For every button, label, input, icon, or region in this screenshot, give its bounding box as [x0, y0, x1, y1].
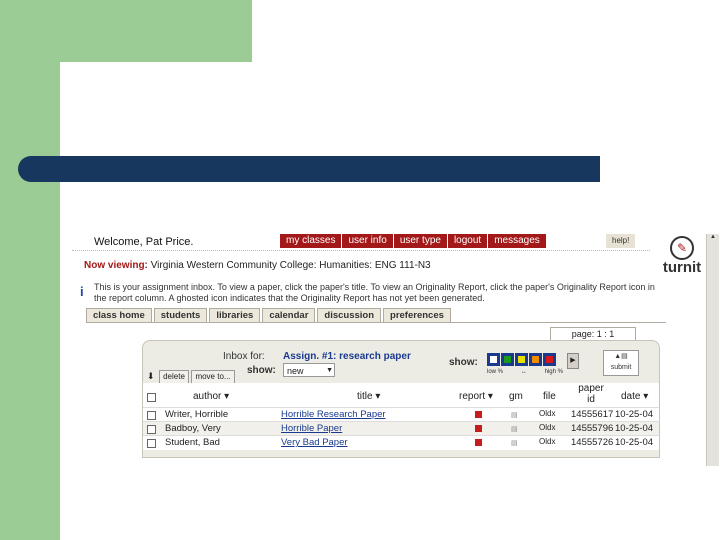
row-checkbox[interactable]: [147, 425, 156, 434]
col-paper-id: paper id: [578, 383, 604, 405]
row-file[interactable]: Oldx: [539, 423, 556, 432]
submit-button[interactable]: [603, 350, 639, 376]
table-row: [143, 435, 659, 450]
welcome-text: Welcome, Pat Price.: [94, 236, 194, 248]
submit-icon: ▲▤: [614, 353, 628, 360]
report-color-filter[interactable]: [487, 353, 557, 366]
range-arrow-icon: ↔: [520, 369, 527, 375]
row-paper-id: 14555617: [571, 409, 614, 420]
row-paper-id: 14555726: [571, 437, 614, 448]
row-file[interactable]: Oldx: [539, 409, 556, 418]
scroll-up-arrow-icon[interactable]: ▲: [710, 234, 716, 240]
swatch-orange[interactable]: [529, 353, 542, 366]
turnitin-logo: [652, 236, 712, 276]
tab-class-home[interactable]: class home: [86, 308, 152, 323]
col-gm: gm: [509, 391, 523, 402]
row-author: Writer, Horrible: [165, 409, 229, 420]
gm-icon[interactable]: ▤: [511, 440, 518, 447]
gm-icon[interactable]: ▤: [511, 426, 518, 433]
down-arrow-icon: ⬇: [147, 371, 155, 381]
now-viewing-path: Virginia Western Community College: Humanities: ENG 111-N3: [150, 260, 431, 271]
tab-libraries[interactable]: libraries: [209, 308, 260, 323]
col-file: file: [543, 391, 556, 402]
row-title-link[interactable]: Horrible Research Paper: [281, 409, 386, 420]
report-filter-label: show:: [449, 357, 478, 368]
table-header: [143, 383, 659, 407]
tab-discussion[interactable]: discussion: [317, 308, 381, 323]
nav-messages[interactable]: messages: [488, 234, 547, 248]
gm-icon[interactable]: ▤: [511, 412, 518, 419]
slide-white-corner: [60, 62, 120, 122]
row-checkbox[interactable]: [147, 439, 156, 448]
help-button[interactable]: help!: [606, 234, 635, 248]
table-row: [143, 407, 659, 422]
info-text-line-2: the report column. A ghosted icon indicates that the Originality Report has not yet been generated.: [94, 293, 485, 303]
nav-user-info[interactable]: user info: [342, 234, 393, 248]
col-title[interactable]: title ▾: [357, 391, 381, 402]
apply-filter-button[interactable]: ▶: [567, 353, 579, 369]
move-to-select[interactable]: move to...: [191, 370, 235, 384]
show-filter-label: show:: [247, 365, 276, 376]
inbox-panel: [142, 340, 660, 458]
slide-green-top-block: [0, 0, 252, 62]
nav-my-classes[interactable]: my classes: [280, 234, 342, 248]
low-high-legend: [487, 369, 563, 375]
select-all-checkbox[interactable]: [147, 393, 156, 402]
row-checkbox[interactable]: [147, 411, 156, 420]
swatch-red[interactable]: [543, 353, 556, 366]
info-icon: i: [80, 284, 84, 299]
slide-title-bar: [18, 156, 600, 182]
nav-logout[interactable]: logout: [448, 234, 488, 248]
swatch-green[interactable]: [501, 353, 514, 366]
now-viewing: [84, 260, 431, 271]
swatch-white[interactable]: [487, 353, 500, 366]
nav-user-type[interactable]: user type: [394, 234, 448, 248]
table-row: [143, 421, 659, 436]
turnitin-screenshot: [72, 232, 720, 468]
row-author: Badboy, Very: [165, 423, 221, 434]
row-author: Student, Bad: [165, 437, 220, 448]
row-date: 10-25-04: [615, 423, 654, 434]
row-title-link[interactable]: Horrible Paper: [281, 423, 343, 434]
row-date: 10-25-04: [615, 409, 654, 420]
report-icon[interactable]: [475, 425, 482, 432]
row-title-link[interactable]: Very Bad Paper: [281, 437, 348, 448]
high-label: high %: [544, 369, 563, 375]
info-text-line-1: This is your assignment inbox. To view a paper, click the paper's title. To view an Originality Report, click the paper's Originality Report icon in: [94, 282, 655, 292]
vertical-scrollbar[interactable]: [706, 234, 719, 466]
col-report[interactable]: report ▾: [459, 391, 493, 402]
report-icon[interactable]: [475, 411, 482, 418]
row-date: 10-25-04: [615, 437, 654, 448]
tab-calendar[interactable]: calendar: [262, 308, 315, 323]
row-paper-id: 14555796: [571, 423, 614, 434]
logo-icon: ✎: [670, 236, 694, 260]
tabs-divider: [86, 322, 666, 323]
page-indicator: page: 1 : 1: [550, 327, 636, 342]
logo-text: turnit: [662, 259, 702, 276]
now-viewing-label: Now viewing:: [84, 260, 148, 271]
low-label: low %: [487, 369, 504, 375]
submit-label: submit: [610, 364, 632, 371]
assignment-link[interactable]: Assign. #1: research paper: [283, 351, 411, 362]
delete-button[interactable]: delete: [159, 370, 189, 384]
show-select[interactable]: new ▼: [283, 363, 335, 377]
swatch-yellow[interactable]: [515, 353, 528, 366]
class-tabs: [86, 308, 453, 323]
inbox-label: Inbox for:: [223, 351, 265, 362]
row-file[interactable]: Oldx: [539, 437, 556, 446]
col-date[interactable]: date ▾: [621, 391, 649, 402]
top-nav: [280, 234, 547, 248]
tab-students[interactable]: students: [154, 308, 208, 323]
divider: [72, 250, 650, 251]
col-author[interactable]: author ▾: [193, 391, 230, 402]
slide-green-band: [0, 0, 60, 540]
tab-preferences[interactable]: preferences: [383, 308, 451, 323]
report-icon[interactable]: [475, 439, 482, 446]
